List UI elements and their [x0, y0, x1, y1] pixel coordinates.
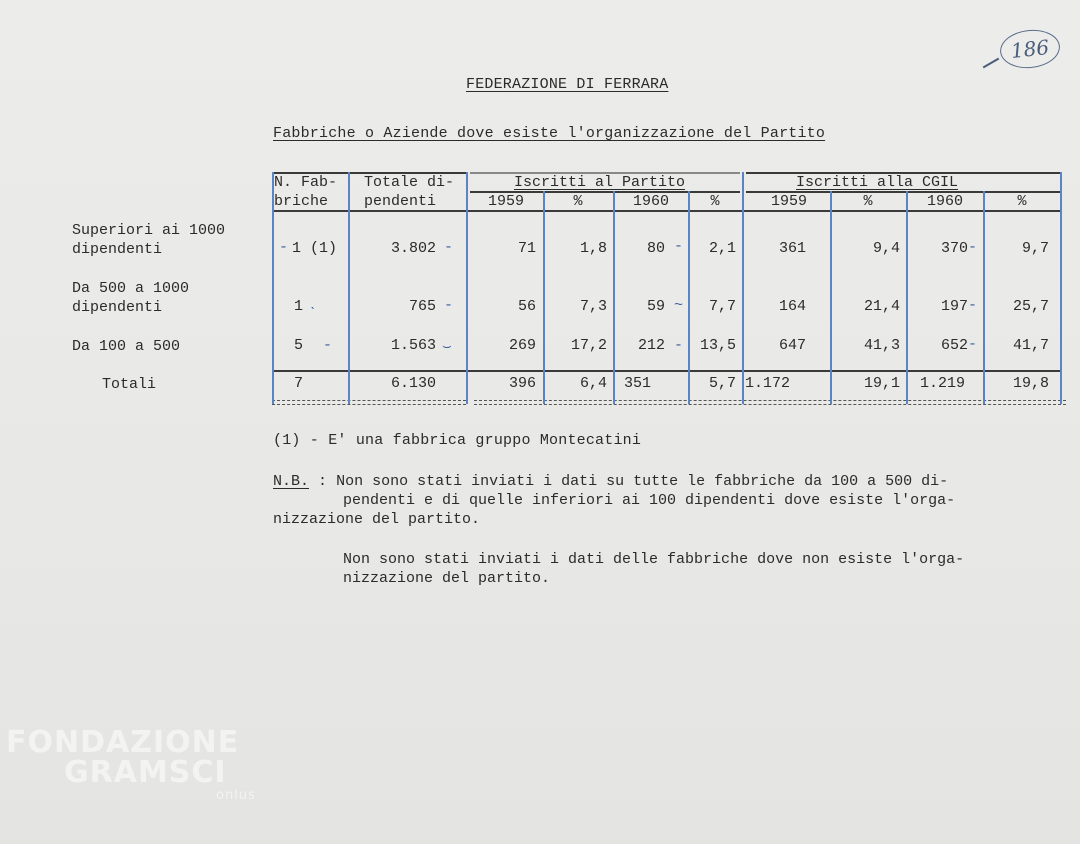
- pen-mark: -: [279, 239, 289, 256]
- document-title: FEDERAZIONE DI FERRARA: [466, 76, 669, 93]
- footnote-1: (1) - E' una fabbrica gruppo Montecatini: [273, 432, 642, 449]
- nb-label: N.B.: [273, 473, 310, 490]
- pen-tick-mark: [983, 58, 1000, 69]
- cell-c60: 1.219: [920, 375, 966, 392]
- nb-line: nizzazione del partito.: [273, 511, 481, 528]
- watermark-logo: FONDAZIONE GRAMSCI onlus: [6, 725, 256, 803]
- column-rule: [466, 172, 468, 404]
- nb-colon: :: [318, 473, 328, 490]
- cell-c60-pct: 19,8: [1012, 375, 1049, 392]
- row-label: Superiori ai 1000 dipendenti: [72, 222, 226, 258]
- pen-mark: ˎ: [308, 294, 318, 311]
- header-pct: %: [710, 193, 720, 210]
- nb-line: Non sono stati inviati i dati delle fabbriche dove non esiste l'orga-: [343, 551, 965, 568]
- cell-n: 1 (1): [292, 240, 338, 257]
- cell-p59-pct: 1,8: [579, 240, 607, 257]
- column-rule: [348, 172, 350, 404]
- cell-c60: 652: [940, 337, 968, 354]
- pen-mark: -: [674, 337, 684, 354]
- cell-p60-pct: 2,1: [708, 240, 736, 257]
- cell-n: 7: [294, 375, 304, 392]
- pen-mark: -: [968, 336, 978, 353]
- cell-c59: 361: [778, 240, 806, 257]
- cell-c59-pct: 9,4: [872, 240, 900, 257]
- pen-mark: -: [968, 297, 978, 314]
- header-year: 1960: [632, 193, 669, 210]
- cell-p59: 396: [508, 375, 536, 392]
- cell-p60: 351: [623, 375, 651, 392]
- header-totale: Totale di-: [364, 174, 455, 191]
- header-pct: %: [863, 193, 873, 210]
- pen-mark: -: [674, 238, 684, 255]
- totals-label: Totali: [102, 376, 157, 393]
- table-rule: [474, 404, 1066, 405]
- cell-totale: 765: [408, 298, 436, 315]
- cell-c60-pct: 25,7: [1012, 298, 1049, 315]
- cell-c59-pct: 41,3: [863, 337, 900, 354]
- pen-mark: ⌣: [442, 339, 452, 356]
- cell-p59-pct: 7,3: [579, 298, 607, 315]
- header-n-fabbriche: N. Fab-: [274, 174, 338, 191]
- cell-n: 1: [294, 298, 304, 315]
- header-totale: pendenti: [364, 193, 437, 210]
- pen-mark: ~: [674, 297, 684, 314]
- cell-p60-pct: 7,7: [708, 298, 736, 315]
- cell-totale: 6.130: [390, 375, 436, 392]
- header-iscritti-cgil: Iscritti alla CGIL: [796, 174, 959, 191]
- cell-p60-pct: 5,7: [708, 375, 736, 392]
- nb-note-second: [343, 550, 964, 588]
- table-rule: [272, 400, 466, 401]
- header-pct: %: [1017, 193, 1027, 210]
- cell-p59: 56: [517, 298, 536, 315]
- cell-c60-pct: 9,7: [1021, 240, 1049, 257]
- cell-c59: 647: [778, 337, 806, 354]
- page-number-stamp: 186: [998, 27, 1062, 71]
- cell-totale: 3.802: [390, 240, 436, 257]
- pen-mark: -: [444, 297, 454, 314]
- cell-p59-pct: 17,2: [570, 337, 607, 354]
- cell-totale: 1.563: [390, 337, 436, 354]
- cell-p60: 212: [637, 337, 665, 354]
- cell-c59-pct: 19,1: [863, 375, 900, 392]
- header-iscritti-partito: Iscritti al Partito: [514, 174, 686, 191]
- column-rule: [1060, 172, 1062, 404]
- column-rule: [742, 172, 744, 404]
- pen-mark: -: [323, 337, 333, 354]
- cell-c59: 164: [778, 298, 806, 315]
- nb-line: Non sono stati inviati i dati su tutte le fabbriche da 100 a 500 di-: [336, 473, 949, 490]
- header-n-fabbriche: briche: [274, 193, 329, 210]
- cell-c59-pct: 21,4: [863, 298, 900, 315]
- cell-c59: 1.172: [745, 375, 791, 392]
- cell-p59-pct: 6,4: [579, 375, 607, 392]
- pen-mark: -: [444, 239, 454, 256]
- nb-line: pendenti e di quelle inferiori ai 100 dipendenti dove esiste l'orga-: [343, 492, 956, 509]
- table-rule: [272, 370, 1062, 372]
- cell-c60: 197: [940, 298, 968, 315]
- table-rule: [474, 400, 1066, 401]
- cell-c60: 370: [940, 240, 968, 257]
- row-label: Da 100 a 500: [72, 338, 181, 355]
- cell-p60-pct: 13,5: [699, 337, 736, 354]
- cell-n: 5: [294, 337, 304, 354]
- cell-p60: 80: [646, 240, 665, 257]
- header-pct: %: [573, 193, 583, 210]
- table-rule: [272, 404, 466, 405]
- cell-p59: 269: [508, 337, 536, 354]
- cell-p60: 59: [646, 298, 665, 315]
- pen-mark: -: [968, 239, 978, 256]
- nb-note: [273, 472, 955, 529]
- header-year: 1959: [487, 193, 524, 210]
- row-label: Da 500 a 1000 dipendenti: [72, 280, 190, 316]
- header-year: 1960: [926, 193, 963, 210]
- table-rule: [272, 210, 1062, 212]
- nb-line: nizzazione del partito.: [343, 570, 551, 587]
- document-subtitle: Fabbriche o Aziende dove esiste l'organizzazione del Partito: [273, 125, 826, 142]
- cell-p59: 71: [517, 240, 536, 257]
- cell-c60-pct: 41,7: [1012, 337, 1049, 354]
- header-year: 1959: [770, 193, 807, 210]
